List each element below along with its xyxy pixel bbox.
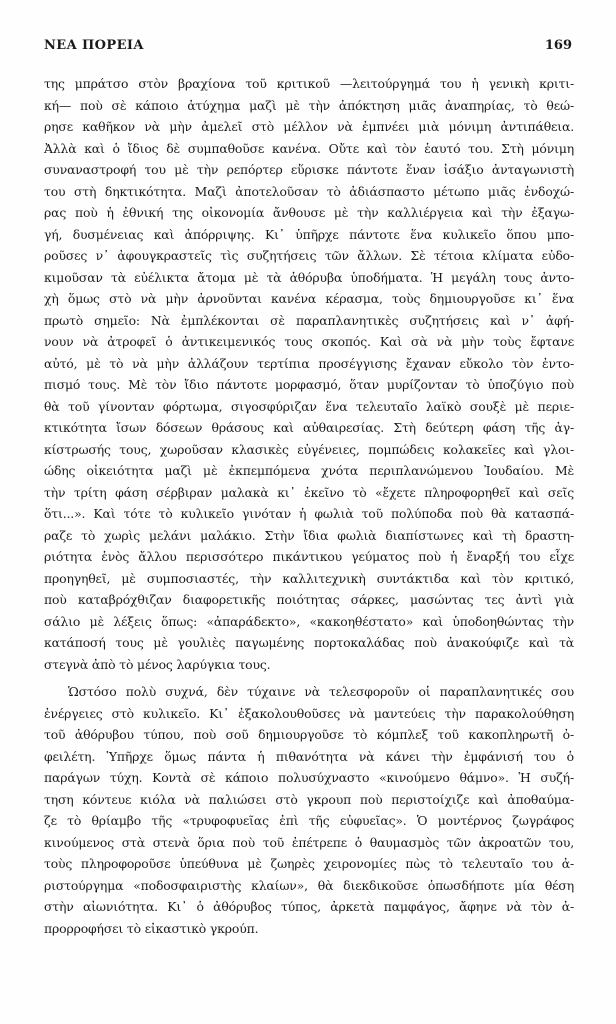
body-text — [44, 73, 574, 939]
text-line: ραζε τὸ χωρὶς μελάνι μαλάκιο. Στὴν ἴδια φωλιὰ διαπίστωνες καὶ τὴ δραστη- — [44, 527, 574, 543]
text-line: τὴν τρίτη φάση σέρβιραν μαλακὰ κι᾿ ἐκεῖνο τὸ «ἔχετε πληροφορηθεῖ καὶ σεῖς — [44, 484, 574, 500]
text-line: ώδης οἰκειότητα μαζὶ μὲ ἐκπεμπόμενα χνότα περιπλανώμενου Ἰουδαίου. Μὲ — [44, 463, 574, 478]
page-number: 169 — [544, 38, 572, 53]
text-line: χὴ ὅμως στὸ νὰ μὴν ἀρνοῦνται κανένα κέρασμα, τοὺς δημιουργοῦσε κι᾿ ἕνα — [44, 291, 574, 306]
text-line: σάλιο μὲ λέξεις ὅπως: «ἀπαράδεκτο», «κακοηθέστατο» καὶ ὑποδοηθώντας τὴν — [44, 613, 574, 629]
text-line: κιμοῦσαν τὰ εὐέλικτα ἄτομα μὲ τὰ ἀθόρυβα ὑποδήματα. Ἡ μεγάλη τους ἀντο- — [44, 269, 574, 285]
text-line: θὰ τοῦ γίνονταν φόρτωμα, σιγοσφύριζαν ἕνα τελευταῖο λαϊκὸ σουξὲ μὲ περιε- — [44, 398, 574, 414]
text-line: ὅτι...». Καὶ τότε τὸ κυλικεῖο γινόταν ἡ φωλιὰ τοῦ πολύποδα ποὺ θὰ κατασπά- — [44, 506, 574, 521]
text-line: προρροφήσει τὸ εἰκαστικὸ γκρούπ. — [44, 920, 259, 936]
text-line: τοῦ ἀθόρυβου τύπου, ποὺ σοῦ δημιουργοῦσε τὸ κόμπλεξ τοῦ κακοπληρωτῆ ὀ- — [44, 727, 574, 742]
text-line: ζε τὸ θρίαμβο τῆς «τρυφοφυεῖας ἐπὶ τῆς εὐφυεῖας». Ὁ μοντέρνος ζωγράφος — [44, 813, 574, 828]
text-line: φειλέτη. Ὑπῆρχε ὅμως πάντα ἡ πιθανότητα νὰ κάνει τὴν ἐμφάνισή του ὁ — [44, 748, 574, 764]
text-line: πισμό τους. Μὲ τὸν ἴδιο πάντοτε μορφασμό, ὅταν μυρίζονταν τὸ ὑποζύγιο ποὺ — [44, 377, 574, 392]
text-line: συναναστροφή του μὲ τὴν ρεπόρτερ εὕρισκε πάντοτε ἕναν ἰσάξιο ἀνταγωνιστὴ — [44, 162, 574, 177]
text-line: τηση κόντευε κιόλα νὰ παλιώσει στὸ γκρουπ ποὺ περιστοίχιζε καὶ ἀποθαύμα- — [44, 791, 574, 807]
text-line: κίστρωσής τους, χωροῦσαν κλασικὲς εὐγένειες, πομπώδεις κολακεῖες καὶ γλοι- — [44, 441, 574, 457]
text-line: αὐτό, μὲ τὸ νὰ μὴν ἀλλάζουν τερτίπια προσέγγισης ἔχαναν εὔκολο τὸν ἐντο- — [44, 355, 574, 371]
text-line: στὴν αἰωνιότητα. Κι᾿ ὁ ἀθόρυβος τύπος, ἀρκετὰ παμφάγος, ἄφηνε νὰ τὸν ἀ- — [44, 899, 574, 914]
text-line: ριστούργημα «ποδοσφαιριστὴς κλαίων», θὰ διεκδικοῦσε ὁπωσδήποτε μία θέση — [44, 877, 574, 893]
text-line: πρωτὸ σημεῖο: Νὰ ἐμπλέκονται σὲ παραπλανητικὲς συζητήσεις καὶ ν᾿ ἀφή- — [44, 312, 574, 328]
text-line: τοὺς πληροφοροῦσε ὑπεύθυνα μὲ ζωηρὲς χειρονομίες πὼς τὸ τελευταῖο του ἀ- — [44, 856, 574, 871]
text-line: νουν νὰ ἀτροφεῖ ὁ ἀντικειμενικός τους σκοπός. Καὶ σὰ νὰ μὴν τοὺς ἔφτανε — [44, 334, 574, 349]
text-line: ρησε καθῆκον νὰ μὴν ἀμελεῖ στὸ μέλλον νὰ ἐμπνέει μιὰ μόνιμη ἀντιπάθεια. — [44, 119, 574, 134]
text-line: Ὡστόσο πολὺ συχνά, δὲν τύχαινε νὰ τελεσφοροῦν οἱ παραπλανητικές σου — [68, 684, 574, 699]
text-line: Ἀλλὰ καὶ ὁ ἴδιος δὲ συμπαθοῦσε κανένα. Οὔτε καὶ τὸν ἑαυτό του. Στὴ μόνιμη — [44, 140, 574, 156]
text-line: του στὴ δηκτικότητα. Μαζὶ ἀποτελοῦσαν τὸ ἀδιάσπαστο μέτωπο μιᾶς ἐνδοχώ- — [44, 183, 574, 199]
text-line: κατάποσή τους μὲ γουλιὲς παγωμένης πορτοκαλάδας ποὺ ἀνακούφιζε καὶ τὰ — [44, 635, 574, 650]
text-line: γή, δυσμένειας καὶ ἀπόρριψης. Κι᾿ ὑπῆρχε πάντοτε ἕνα κυλικεῖο ὅπου μπο- — [44, 226, 574, 242]
text-line: ροῦσες ν᾿ ἀφουγκραστεῖς τὶς συζητήσεις τῶν ἄλλων. Σὲ τέτοια κλίματα εὐδο- — [44, 248, 574, 263]
running-title: ΝΕΑ ΠΟΡΕΙΑ — [44, 38, 144, 53]
paragraph — [44, 681, 574, 939]
text-line: της μπράτσο στὸν βραχίονα τοῦ κριτικοῦ —λειτούργημά του ἡ γενικὴ κριτι- — [44, 76, 574, 91]
text-line: στεγνὰ ἀπὸ τὸ μένος λαρύγκια τους. — [44, 656, 271, 672]
text-line: κή— ποὺ σὲ κάποιο ἀτύχημα μαζὶ μὲ τὴν ἀπόκτηση μιᾶς ἀναπηρίας, τὸ θεώ- — [44, 97, 574, 113]
text-line: ποὺ καταβρόχθιζαν διαφορετικῆς ποιότητας σάρκες, μασώντας τες ἀντὶ γιὰ — [44, 592, 574, 607]
paragraph — [44, 73, 574, 675]
text-line: ἐνέργειες στὸ κυλικεῖο. Κι᾿ ἐξακολουθοῦσες νὰ μαντεύεις τὴν παρακολούθηση — [44, 705, 574, 721]
text-line: κτικότητα ἴσων δόσεων θράσους καὶ αὐθαιρεσίας. Στὴ δεύτερη φάση τῆς ἀγ- — [44, 420, 574, 435]
text-line: ριότητα ἑνὸς ἄλλου περισσότερο πικάντικου γεύματος ποὺ ἡ ἔναρξή του εἶχε — [44, 549, 574, 564]
page-header — [44, 38, 572, 58]
text-line: παράγων τύχη. Κοντὰ σὲ κάποιο πολυσύχναστο «κινούμενο θάμνο». Ἡ συζή- — [44, 770, 574, 785]
text-line: προηγηθεῖ, μὲ συμποσιαστές, τὴν καλλιτεχνικὴ συντάκτιδα καὶ τὸν κριτικό, — [44, 570, 574, 586]
text-line: κινούμενος στὰ στενὰ ὅρια ποὺ τοῦ ἐπέτρεπε ὁ θαυμασμὸς τῶν ἀκροατῶν του, — [44, 834, 574, 850]
text-line: ρας ποὺ ἡ ἐθνική της οἰκονομία ἄνθουσε μὲ τὴν καλλιέργεια καὶ τὴν ἐξαγω- — [44, 205, 574, 220]
